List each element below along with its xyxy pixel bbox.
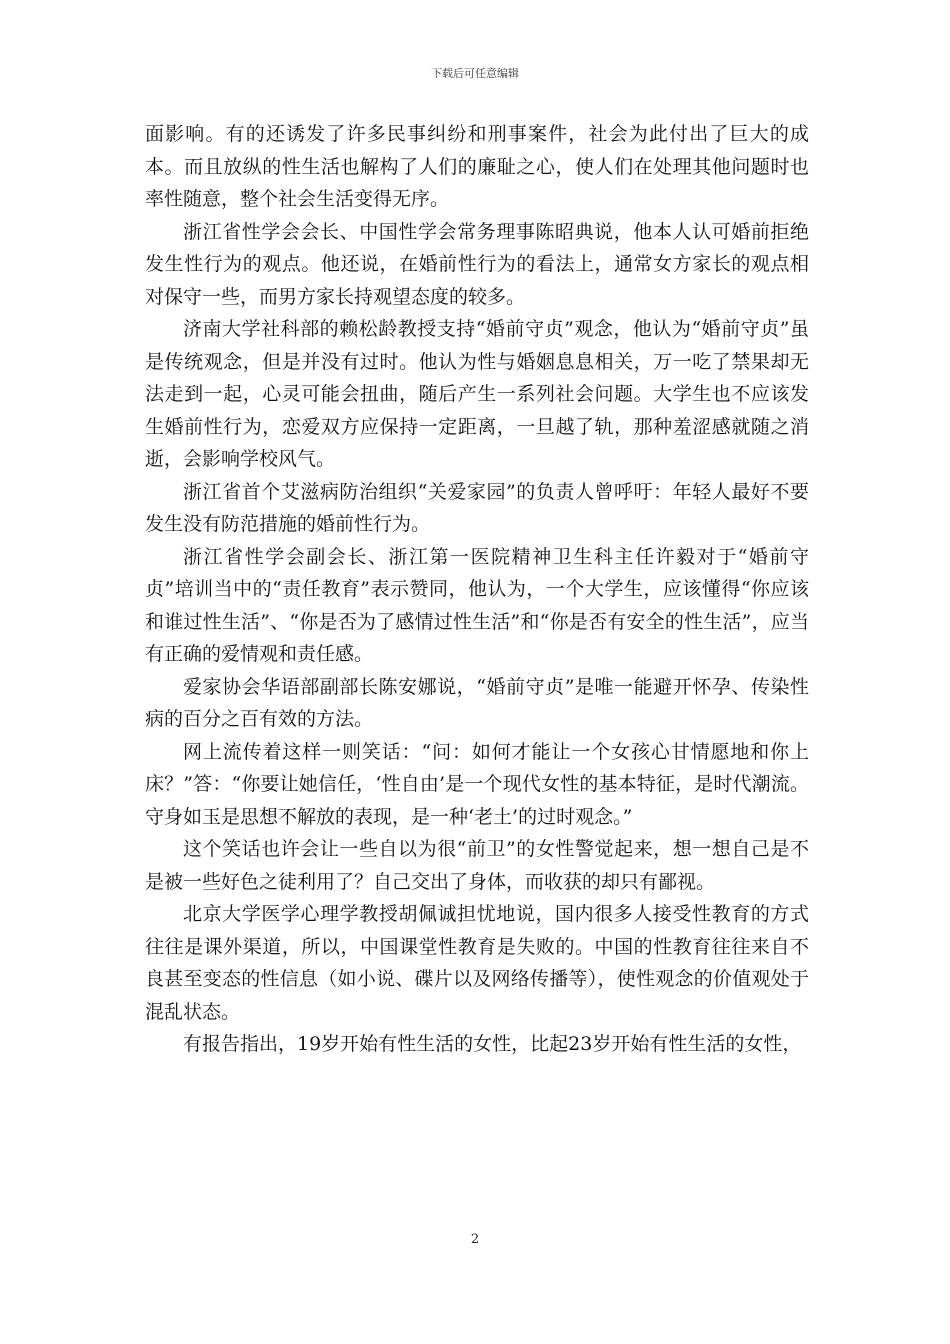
document-body <box>145 118 809 1061</box>
paragraph: 网上流传着这样一则笑话：“问：如何才能让一个女孩心甘情愿地和你上床？”答：“你要让她信任，‘性自由’是一个现代女性的基本特征，是时代潮流。守身如玉是思想不解放的表现，是一种‘老土’的过时观念。” <box>145 740 809 828</box>
paragraph: 浙江省性学会副会长、浙江第一医院精神卫生科主任许毅对于“婚前守贞”培训当中的“责任教育”表示赞同，他认为，一个大学生，应该懂得“你应该和谁过性生活”、“你是否为了感情过性生活”和“你是否有安全的性生活”，应当有正确的爱情观和责任感。 <box>145 545 809 665</box>
page-number: 2 <box>470 1232 480 1247</box>
paragraph: 爱家协会华语部副部长陈安娜说，“婚前守贞”是唯一能避开怀孕、传染性病的百分之百有效的方法。 <box>145 675 809 730</box>
paragraph: 济南大学社科部的赖松龄教授支持“婚前守贞”观念，他认为“婚前守贞”虽是传统观念，但是并没有过时。他认为性与婚姻息息相关，万一吃了禁果却无法走到一起，心灵可能会扭曲，随后产生一系列社会问题。大学生也不应该发生婚前性行为，恋爱双方应保持一定距离，一旦越了轨，那种羞涩感就随之消逝，会影响学校风气。 <box>145 318 809 470</box>
page-header: 下载后可任意编辑 <box>431 67 519 80</box>
paragraph: 面影响。有的还诱发了许多民事纠纷和刑事案件，社会为此付出了巨大的成本。而且放纵的性生活也解构了人们的廉耻之心，使人们在处理其他问题时也率性随意，整个社会生活变得无序。 <box>145 123 809 210</box>
paragraph: 浙江省性学会会长、中国性学会常务理事陈昭典说，他本人认可婚前拒绝发生性行为的观点。他还说，在婚前性行为的看法上，通常女方家长的观点相对保守一些，而男方家长持观望态度的较多。 <box>145 220 809 308</box>
paragraph: 北京大学医学心理学教授胡佩诚担忧地说，国内很多人接受性教育的方式往往是课外渠道，所以，中国课堂性教育是失败的。中国的性教育往往来自不良甚至变态的性信息（如小说、碟片以及网络传播等），使性观念的价值观处于混乱状态。 <box>145 903 809 1023</box>
paragraph: 有报告指出，19岁开始有性生活的女性，比起23岁开始有性生活的女性， <box>183 1033 802 1055</box>
paragraph: 浙江省首个艾滋病防治组织“关爱家园”的负责人曾呼吁：年轻人最好不要发生没有防范措施的婚前性行为。 <box>145 480 809 535</box>
paragraph: 这个笑话也许会让一些自以为很“前卫”的女性警觉起来，想一想自己是不是被一些好色之徒利用了？自己交出了身体，而收获的却只有鄙视。 <box>145 838 809 893</box>
